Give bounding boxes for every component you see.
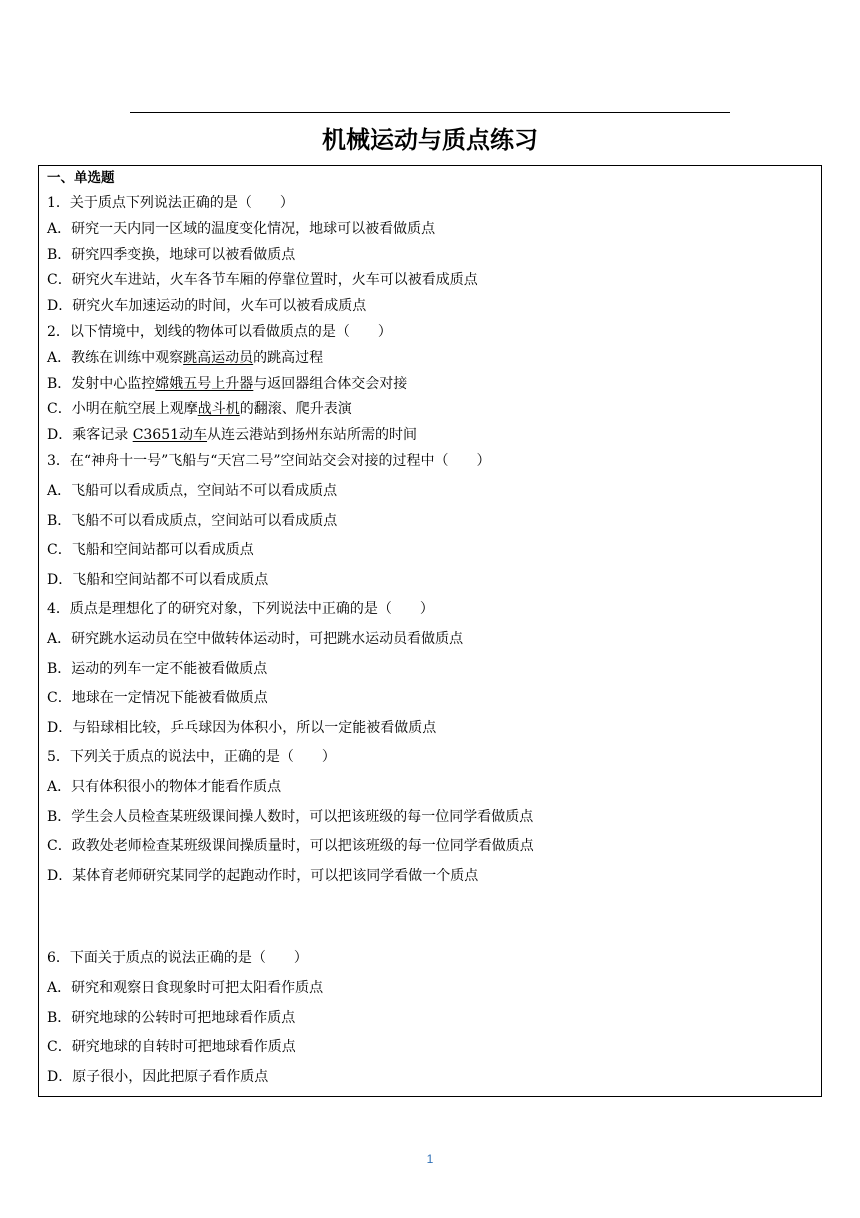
question-box <box>38 165 822 1097</box>
q2-option-a: A．教练在训练中观察跳高运动员的跳高过程 <box>47 350 324 366</box>
section-heading: 一、单选题 <box>47 170 115 186</box>
underlined-object: 战斗机 <box>197 401 240 417</box>
q6-option-b: B．研究地球的公转时可把地球看作质点 <box>47 1010 296 1026</box>
q1-option-a: A．研究一天内同一区域的温度变化情况，地球可以被看做质点 <box>47 221 436 237</box>
underlined-object: 跳高运动员 <box>183 350 254 366</box>
q3-option-b: B．飞船不可以看成质点，空间站可以看成质点 <box>47 513 338 529</box>
underlined-object: 嫦娥五号上升器 <box>155 376 254 392</box>
q4-option-b: B．运动的列车一定不能被看做质点 <box>47 661 268 677</box>
q6-stem: 6．下面关于质点的说法正确的是（ ） <box>47 950 308 966</box>
q1-stem: 1．关于质点下列说法正确的是（ ） <box>47 195 294 211</box>
q3-option-c: C．飞船和空间站都可以看成质点 <box>47 542 254 558</box>
q2-stem: 2．以下情境中，划线的物体可以看做质点的是（ ） <box>47 324 392 340</box>
q2-option-d: D．乘客记录 C3651动车从连云港站到扬州东站所需的时间 <box>47 427 418 443</box>
header-rule <box>130 112 730 113</box>
q1-option-b: B．研究四季变换，地球可以被看做质点 <box>47 247 296 263</box>
q1-option-d: D．研究火车加速运动的时间，火车可以被看成质点 <box>47 298 367 314</box>
q5-option-d: D．某体育老师研究某同学的起跑动作时，可以把该同学看做一个质点 <box>47 868 479 884</box>
q3-stem: 3．在“神舟十一号”飞船与“天宫二号”空间站交会对接的过程中（ ） <box>47 453 491 469</box>
q2-option-c: C．小明在航空展上观摩战斗机的翻滚、爬升表演 <box>47 401 352 417</box>
q4-option-c: C．地球在一定情况下能被看做质点 <box>47 690 268 706</box>
q6-option-a: A．研究和观察日食现象时可把太阳看作质点 <box>47 980 324 996</box>
q4-stem: 4．质点是理想化了的研究对象，下列说法中正确的是（ ） <box>47 601 434 617</box>
q4-option-a: A．研究跳水运动员在空中做转体运动时，可把跳水运动员看做质点 <box>47 631 464 647</box>
q5-option-b: B．学生会人员检查某班级课间操人数时，可以把该班级的每一位同学看做质点 <box>47 809 534 825</box>
q5-option-a: A．只有体积很小的物体才能看作质点 <box>47 779 282 795</box>
page-number: 1 <box>426 1152 434 1166</box>
underlined-object: C3651动车 <box>132 427 208 443</box>
q3-option-d: D．飞船和空间站都不可以看成质点 <box>47 572 269 588</box>
q5-option-c: C．政教处老师检查某班级课间操质量时，可以把该班级的每一位同学看做质点 <box>47 838 534 854</box>
q3-option-a: A．飞船可以看成质点，空间站不可以看成质点 <box>47 483 338 499</box>
page-title: 机械运动与质点练习 <box>322 126 538 154</box>
q5-stem: 5．下列关于质点的说法中，正确的是（ ） <box>47 749 336 765</box>
q6-option-c: C．研究地球的自转时可把地球看作质点 <box>47 1039 296 1055</box>
q4-option-d: D．与铅球相比较，乒乓球因为体积小，所以一定能被看做质点 <box>47 720 437 736</box>
q6-option-d: D．原子很小，因此把原子看作质点 <box>47 1069 269 1085</box>
q1-option-c: C．研究火车进站，火车各节车厢的停靠位置时，火车可以被看成质点 <box>47 272 478 288</box>
q2-option-b: B．发射中心监控嫦娥五号上升器与返回器组合体交会对接 <box>47 376 408 392</box>
